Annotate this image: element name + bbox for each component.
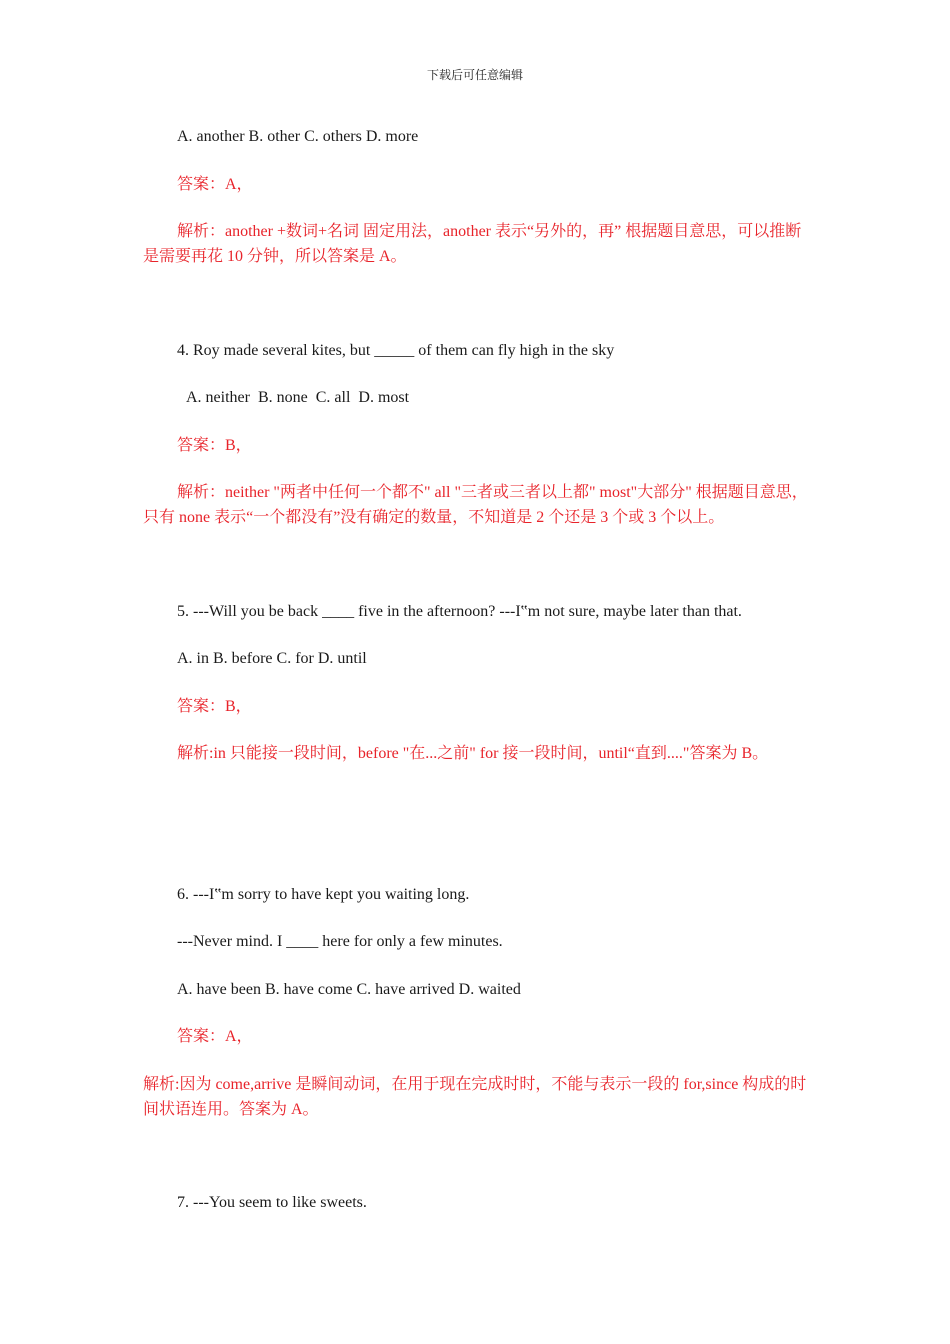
q4-question: 4. Roy made several kites, but _____ of them can fly high in the sky — [177, 342, 615, 359]
page-header: 下载后可任意编辑 — [426, 68, 523, 82]
q5-answer: 答案：B， — [177, 698, 252, 715]
q6-question: 6. ---I‟m sorry to have kept you waiting long. — [177, 886, 470, 903]
q7-question: 7. ---You seem to like sweets. — [177, 1194, 367, 1211]
q3-options: A. another B. other C. others D. more — [177, 128, 419, 145]
q4-analysis: 解析：neither "两者中任何一个都不" all "三者或三者以上都" most"大部分" 根据题目意思，只有 none 表示“一个都没有”没有确定的数量，不知道是 2 个还是 3 个或 3 个以上。 — [143, 484, 808, 526]
q3-answer: 答案：A， — [177, 176, 253, 193]
q6-answer: 答案：A， — [177, 1028, 253, 1045]
q3-analysis: 解析：another +数词+名词 固定用法，another 表示“另外的，再” 根据题目意思，可以推断是需要再花 10 分钟，所以答案是 A。 — [143, 223, 802, 265]
q4-answer: 答案：B， — [177, 437, 252, 454]
q5-analysis: 解析:in 只能接一段时间，before "在...之前" for 接一段时间，until“直到...."答案为 B。 — [177, 745, 769, 762]
q6-reply: ---Never mind. I ____ here for only a few minutes. — [177, 933, 503, 950]
q5-options: A. in B. before C. for D. until — [177, 650, 367, 667]
q5-question: 5. ---Will you be back ____ five in the afternoon? ---I‟m not sure, maybe later than that. — [177, 603, 742, 620]
q6-analysis: 解析:因为 come,arrive 是瞬间动词，在用于现在完成时时，不能与表示一段的 for,since 构成的时间状语连用。答案为 A。 — [143, 1076, 807, 1118]
q6-options: A. have been B. have come C. have arrived D. waited — [177, 981, 521, 998]
q4-options: A. neither B. none C. all D. most — [186, 389, 410, 406]
